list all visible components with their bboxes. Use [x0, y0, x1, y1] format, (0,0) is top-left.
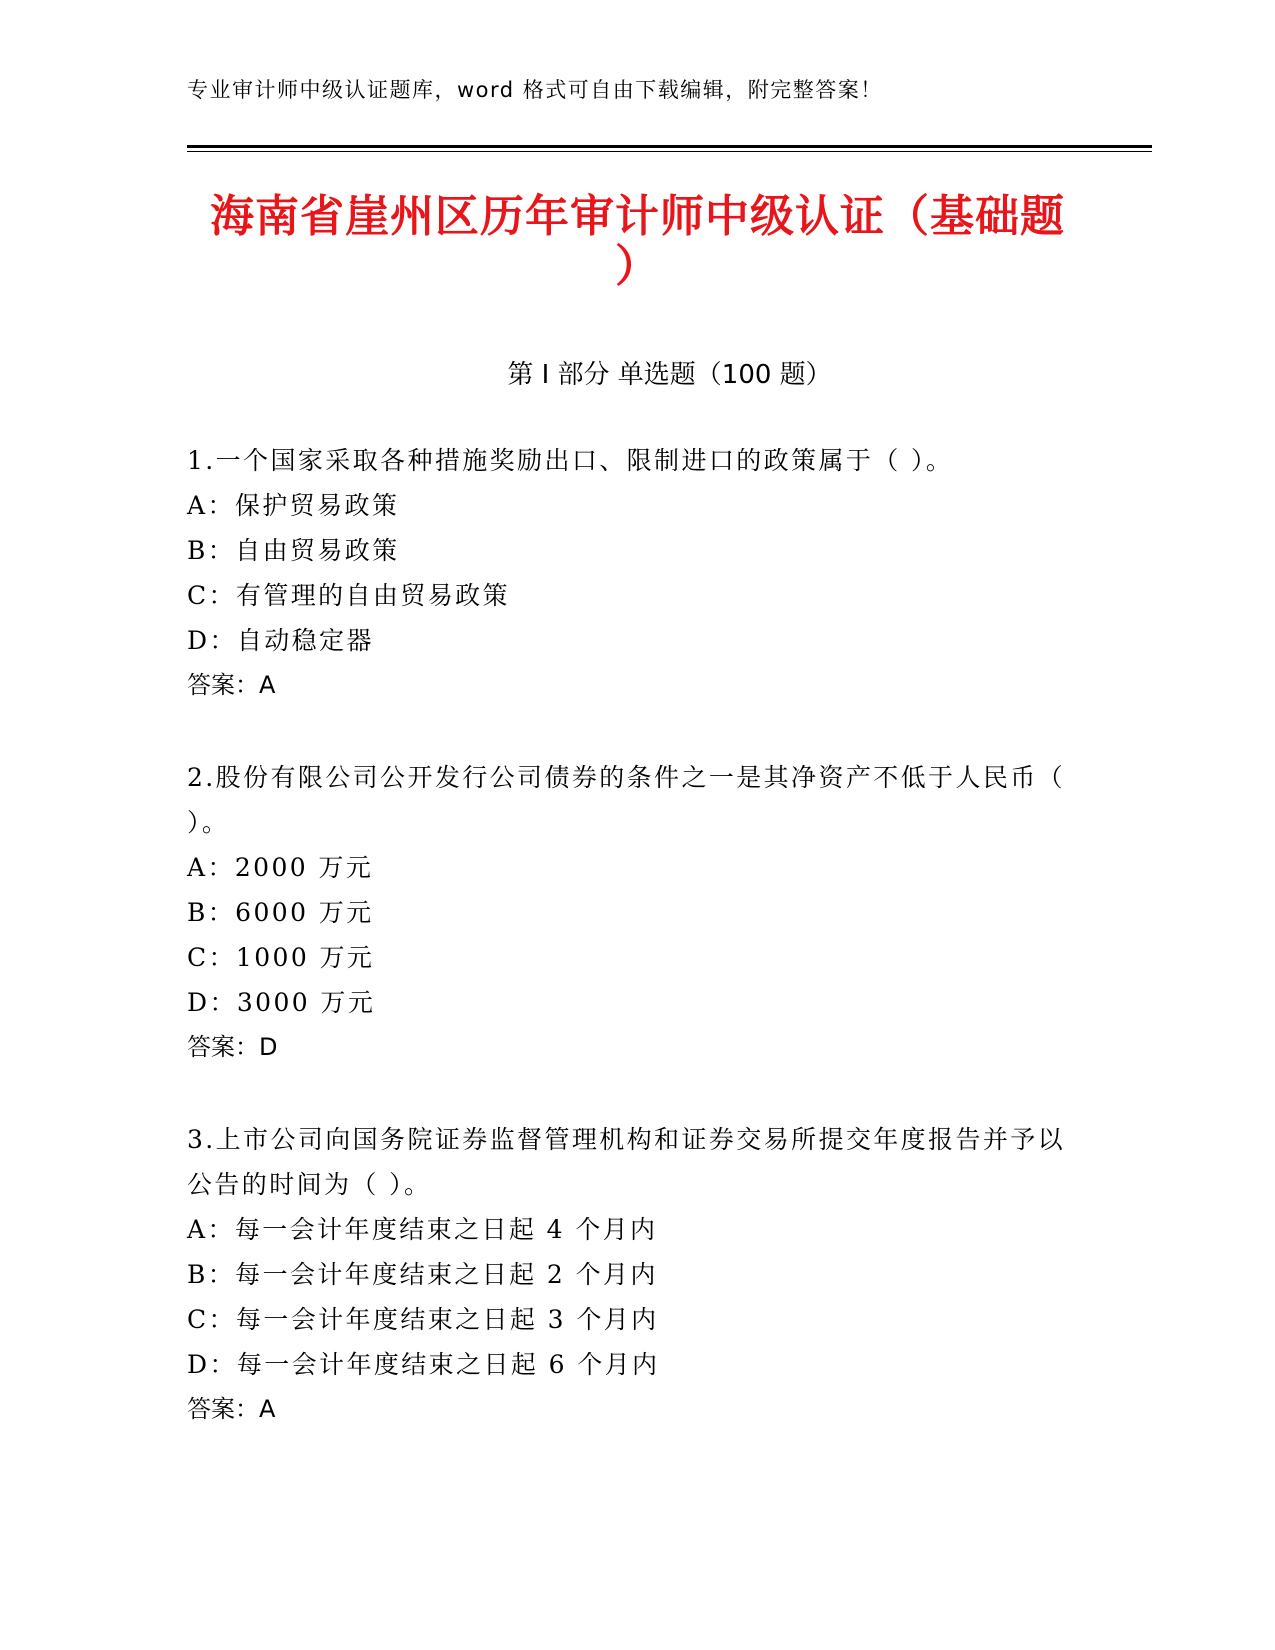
question-1 — [187, 438, 1067, 708]
header-rule-thin — [187, 151, 1152, 152]
document-title-line-1: 海南省崖州区历年审计师中级认证（基础题 — [210, 191, 1065, 242]
question-2 — [187, 755, 1067, 1070]
header-note: 专业审计师中级认证题库，word 格式可自由下载编辑，附完整答案！ — [187, 78, 883, 102]
answer: 答案：A — [187, 1395, 276, 1423]
option-c: C：有管理的自由贸易政策 — [187, 581, 510, 610]
question-3 — [187, 1117, 1067, 1432]
question-list — [187, 438, 1067, 1479]
document-title — [150, 192, 1125, 292]
document-title-line-2: ） — [615, 241, 660, 292]
option-a: A：保护贸易政策 — [187, 491, 400, 520]
option-b: B：6000 万元 — [187, 898, 374, 927]
header-rule-thick — [187, 145, 1152, 148]
answer: 答案：D — [187, 1033, 278, 1061]
question-stem: 1.一个国家采取各种措施奖励出口、限制进口的政策属于（ ）。 — [187, 446, 954, 475]
option-d: D：3000 万元 — [187, 988, 376, 1017]
section-heading: 第 I 部分 单选题（100 题） — [507, 360, 832, 390]
option-a: A：2000 万元 — [187, 853, 374, 882]
question-stem: 2.股份有限公司公开发行公司债券的条件之一是其净资产不低于人民币（ ）。 — [187, 763, 1066, 837]
option-b: B：每一会计年度结束之日起 2 个月内 — [187, 1260, 658, 1289]
answer: 答案：A — [187, 671, 276, 699]
option-a: A：每一会计年度结束之日起 4 个月内 — [187, 1215, 658, 1244]
option-d: D：每一会计年度结束之日起 6 个月内 — [187, 1350, 660, 1379]
option-c: C：1000 万元 — [187, 943, 375, 972]
question-stem: 3.上市公司向国务院证券监督管理机构和证券交易所提交年度报告并予以公告的时间为（ ）。 — [187, 1125, 1066, 1199]
option-c: C：每一会计年度结束之日起 3 个月内 — [187, 1305, 659, 1334]
option-d: D：自动稳定器 — [187, 626, 374, 655]
option-b: B：自由贸易政策 — [187, 536, 400, 565]
